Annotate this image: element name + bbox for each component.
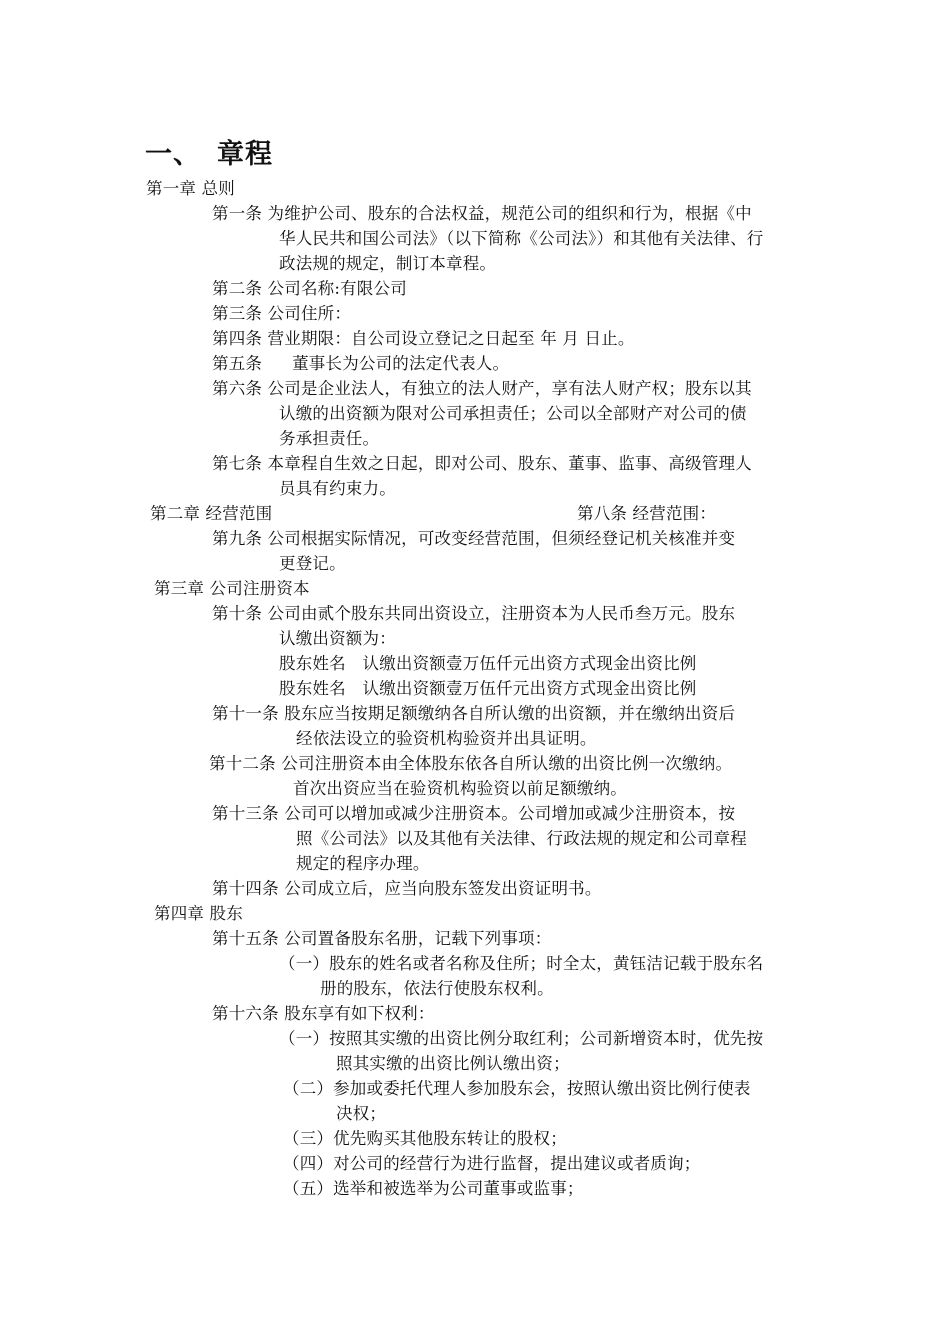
article-13-line-2: 照《公司法》以及其他有关法律、行政法规的规定和公司章程	[296, 829, 747, 848]
article-12-line-1: 第十二条 公司注册资本由全体股东依各自所认缴的出资比例一次缴纳。	[209, 754, 733, 773]
article-13-line-1: 第十三条 公司可以增加或减少注册资本。公司增加或减少注册资本，按	[212, 804, 736, 823]
article-15-item-1-line-2: 册的股东，依法行使股东权利。	[320, 979, 554, 998]
article-13-line-3: 规定的程序办理。	[296, 854, 430, 873]
article-7-line-2: 员具有约束力。	[279, 479, 396, 498]
title-text: 章程	[217, 139, 273, 170]
article-16-item-4: （四）对公司的经营行为进行监督，提出建议或者质询；	[283, 1154, 701, 1173]
article-16-item-2-line-1: （二）参加或委托代理人参加股东会，按照认缴出资比例行使表	[283, 1079, 751, 1098]
article-1-line-1: 第一条 为维护公司、股东的合法权益，规范公司的组织和行为，根据《中	[212, 204, 752, 223]
article-3: 第三条 公司住所：	[212, 304, 352, 323]
article-10-line-2: 认缴出资额为：	[279, 629, 396, 648]
article-6-line-1: 第六条 公司是企业法人，有独立的法人财产，享有法人财产权；股东以其	[212, 379, 752, 398]
article-16-item-2-line-2: 决权；	[336, 1104, 387, 1123]
chapter-heading-4: 第四章 股东	[154, 904, 243, 923]
article-9-line-1: 第九条 公司根据实际情况，可改变经营范围，但须经登记机关核准并变	[212, 529, 736, 548]
article-6-line-3: 务承担责任。	[279, 429, 380, 448]
article-5-heading: 第五条	[212, 354, 263, 373]
article-2: 第二条 公司名称:有限公司	[212, 279, 407, 298]
chapter-heading-1: 第一章 总则	[146, 179, 235, 198]
article-16-item-1-line-2: 照其实缴的出资比例认缴出资；	[336, 1054, 570, 1073]
article-1-line-3: 政法规的规定，制订本章程。	[279, 254, 497, 273]
chapter-heading-3: 第三章 公司注册资本	[154, 579, 310, 598]
article-10-line-1: 第十条 公司由贰个股东共同出资设立，注册资本为人民币叁万元。股东	[212, 604, 736, 623]
article-6-line-2: 认缴的出资额为限对公司承担责任；公司以全部财产对公司的债	[279, 404, 747, 423]
article-12-line-2: 首次出资应当在验资机构验资以前足额缴纳。	[293, 779, 627, 798]
article-8: 第八条 经营范围：	[577, 504, 717, 523]
article-11-line-1: 第十一条 股东应当按期足额缴纳各自所认缴的出资额，并在缴纳出资后	[212, 704, 736, 723]
article-7-line-1: 第七条 本章程自生效之日起，即对公司、股东、董事、监事、高级管理人	[212, 454, 752, 473]
shareholder-row-1: 股东姓名 认缴出资额壹万伍仟元出资方式现金出资比例	[279, 654, 697, 673]
document-title	[145, 132, 273, 171]
article-16-item-1-line-1: （一）按照其实缴的出资比例分取红利；公司新增资本时，优先按	[279, 1029, 764, 1048]
article-14: 第十四条 公司成立后，应当向股东签发出资证明书。	[212, 879, 602, 898]
article-5	[212, 351, 509, 376]
article-4: 第四条 营业期限：自公司设立登记之日起至 年 月 日止。	[212, 329, 635, 348]
article-15-item-1-line-1: （一）股东的姓名或者名称及住所；时全太，黄钰洁记载于股东名	[279, 954, 764, 973]
shareholder-row-2: 股东姓名 认缴出资额壹万伍仟元出资方式现金出资比例	[279, 679, 697, 698]
article-1-line-2: 华人民共和国公司法》（以下简称《公司法》）和其他有关法律、行	[279, 229, 764, 248]
article-16-item-5: （五）选举和被选举为公司董事或监事；	[283, 1179, 584, 1198]
title-number: 一、	[145, 139, 201, 170]
article-9-line-2: 更登记。	[279, 554, 346, 573]
article-5-text: 董事长为公司的法定代表人。	[292, 354, 510, 373]
article-15: 第十五条 公司置备股东名册，记载下列事项：	[212, 929, 552, 948]
article-16: 第十六条 股东享有如下权利：	[212, 1004, 435, 1023]
article-16-item-3: （三）优先购买其他股东转让的股权；	[283, 1129, 567, 1148]
article-11-line-2: 经依法设立的验资机构验资并出具证明。	[296, 729, 597, 748]
chapter-heading-2: 第二章 经营范围	[150, 504, 273, 523]
